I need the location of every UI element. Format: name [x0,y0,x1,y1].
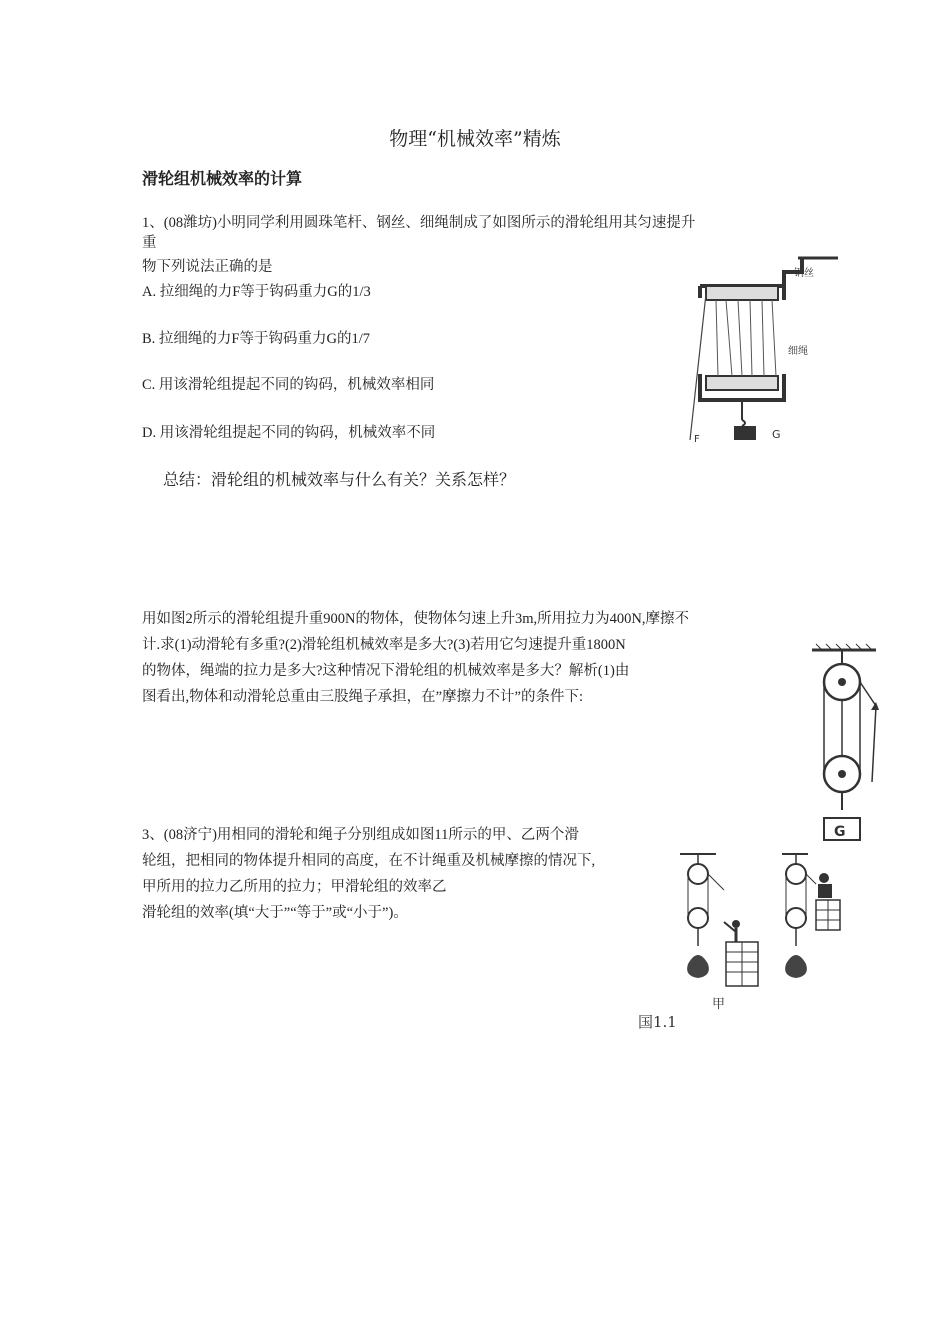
pulley-figure-1 [680,250,840,450]
fig1-label-g: G [772,428,781,441]
q1-option-a: A. 拉细绳的力F等于钩码重力G的1/3 [142,284,371,300]
pulley-figure-2 [810,642,890,842]
q3-line3: 甲所用的拉力乙所用的拉力；甲滑轮组的效率乙 [142,879,447,895]
fig3-label-jia: 甲 [712,997,726,1012]
q2-line1: 用如图2所示的滑轮组提升重900N的物体，使物体匀速上升3m,所用拉力为400N,摩擦不 [142,611,689,627]
figure-caption: 国1.1 [638,1013,677,1031]
q2-line2: 计.求(1)动滑轮有多重?(2)滑轮组机械效率是多大?(3)若用它匀速提升重1800N [142,637,626,653]
q1-summary: 总结：滑轮组的机械效率与什么有关？关系怎样？ [163,470,516,489]
fig2-label-g: G [834,824,846,840]
q1-option-d: D. 用该滑轮组提起不同的钩码，机械效率不同 [142,425,436,441]
q1-line1b: 重 [142,235,157,251]
section-heading: 滑轮组机械效率的计算 [142,169,303,188]
fig1-label-f: F [694,434,700,445]
q2-line3: 的物体，绳端的拉力是多大?这种情况下滑轮组的机械效率是多大？解析(1)由 [142,663,630,679]
q1-line1: 1、(08潍坊)小明同学利用圆珠笔杆、钢丝、细绳制成了如图所示的滑轮组用其匀速提升 [142,215,696,231]
fig1-label-steel: 钢丝 [794,268,814,279]
q3-line4: 滑轮组的效率(填“大于”“等于”或“小于”)。 [142,905,408,921]
page-title: 物理“机械效率”精炼 [389,128,561,150]
q2-line4: 图看出,物体和动滑轮总重由三股绳子承担，在”摩擦力不计”的条件下: [142,689,584,705]
q1-line2: 物下列说法正确的是 [142,259,273,275]
q3-line2: 轮组，把相同的物体提升相同的高度，在不计绳重及机械摩擦的情况下, [142,853,596,869]
q1-option-b: B. 拉细绳的力F等于钩码重力G的1/7 [142,331,370,347]
q1-option-c: C. 用该滑轮组提起不同的钩码，机械效率相同 [142,377,435,393]
q3-line1: 3、(08济宁)用相同的滑轮和绳子分别组成如图11所示的甲、乙两个滑 [142,827,579,843]
pulley-figure-3 [676,848,846,1014]
fig1-label-rope: 细绳 [788,346,808,357]
